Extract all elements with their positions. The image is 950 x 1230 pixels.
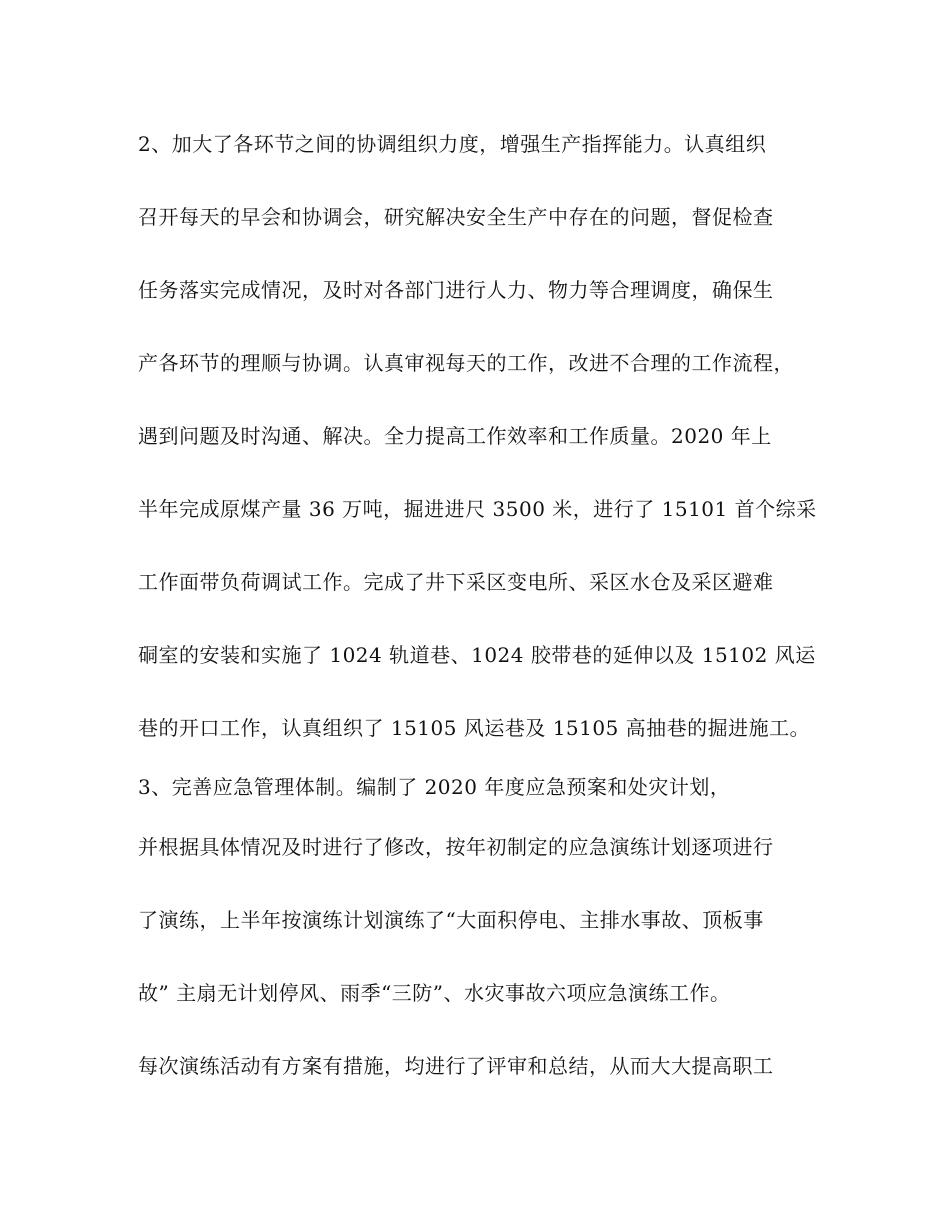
paragraph-line: 了演练，上半年按演练计划演练了“大面积停电、主排水事故、顶板事	[138, 908, 764, 932]
paragraph-line: 产各环节的理顺与协调。认真审视每天的工作，改进不合理的工作流程，	[138, 351, 794, 375]
paragraph-line: 工作面带负荷调试工作。完成了井下采区变电所、采区水仓及采区避难	[138, 570, 774, 594]
paragraph-line: 半年完成原煤产量 36 万吨，掘进进尺 3500 米，进行了 15101 首个综采	[138, 497, 817, 521]
paragraph-line: 故” 主扇无计划停风、雨季“三防”、水灾事故六项应急演练工作。	[138, 981, 731, 1005]
paragraph-line: 3、完善应急管理体制。编制了 2020 年度应急预案和处灾计划，	[138, 775, 731, 799]
paragraph-line: 任务落实完成情况，及时对各部门进行人力、物力等合理调度，确保生	[138, 278, 774, 302]
paragraph-line: 每次演练活动有方案有措施，均进行了评审和总结，从而大大提高职工	[138, 1054, 774, 1078]
paragraph-line: 遇到问题及时沟通、解决。全力提高工作效率和工作质量。2020 年上	[138, 424, 772, 448]
paragraph-line: 并根据具体情况及时进行了修改，按年初制定的应急演练计划逐项进行	[138, 835, 774, 859]
paragraph-line: 2、加大了各环节之间的协调组织力度，增强生产指挥能力。认真组织	[138, 132, 767, 156]
paragraph-line: 硐室的安装和实施了 1024 轨道巷、1024 胶带巷的延伸以及 15102 风运	[138, 643, 816, 667]
paragraph-line: 召开每天的早会和协调会，研究解决安全生产中存在的问题，督促检查	[138, 205, 774, 229]
paragraph-line: 巷的开口工作，认真组织了 15105 风运巷及 15105 高抽巷的掘进施工。	[138, 716, 811, 740]
